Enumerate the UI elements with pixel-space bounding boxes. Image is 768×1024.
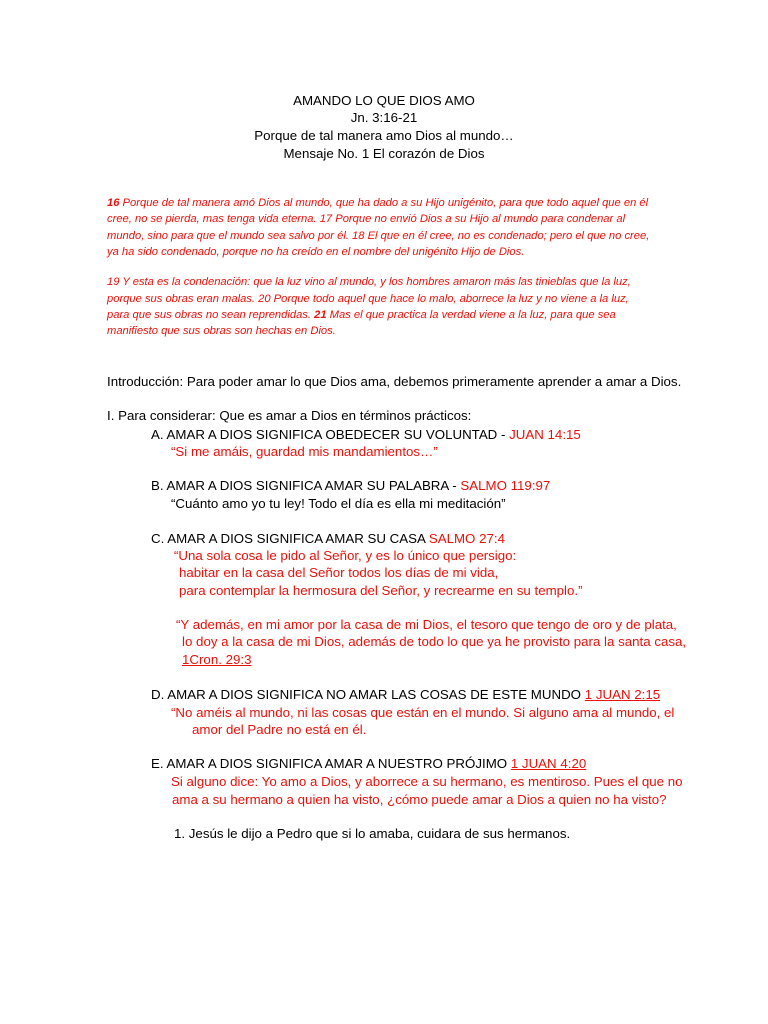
point-label: B. AMAR A DIOS SIGNIFICA AMAR SU PALABRA - [151, 478, 461, 493]
scripture-line: manifiesto que sus obras son hechas en Dios. [107, 325, 336, 337]
point-c-quote: “Una sola cosa le pido al Señor, y es lo único que persigo: [174, 548, 517, 563]
point-label: A. AMAR A DIOS SIGNIFICA OBEDECER SU VOLUNTAD - [151, 427, 510, 442]
scripture-line: ya ha sido condenado, porque no ha creído en el nombre del unigénito Hijo de Dios. [107, 246, 525, 258]
scripture-line: mundo, sino para que el mundo sea salvo por él. 18 El que en él cree, no es condenado; pero el que no cree, [107, 230, 650, 242]
point-label: C. AMAR A DIOS SIGNIFICA AMAR SU CASA [151, 531, 429, 546]
point-a-quote: “Si me amáis, guardad mis mandamientos…” [171, 444, 438, 459]
scripture-line: cree, no se pierda, mas tenga vida eterna. 17 Porque no envió Dios a su Hijo al mundo para condenar al [107, 213, 626, 225]
point-c-reference-link[interactable]: 1Cron. 29:3 [182, 652, 252, 667]
verse-number: 16 [107, 197, 120, 209]
point-label: D. AMAR A DIOS SIGNIFICA NO AMAR LAS COSAS DE ESTE MUNDO [151, 687, 585, 702]
point-reference: SALMO 119:97 [460, 478, 551, 493]
verse-text: Mas el que practica la verdad viene a la luz, para que sea [326, 309, 616, 321]
scripture-line [107, 195, 648, 212]
point-reference-link[interactable]: 1 JUAN 4:20 [510, 756, 587, 771]
point-d-quote: “No améis al mundo, ni las cosas que están en el mundo. Si alguno ama al mundo, el [171, 705, 675, 720]
point-e-quote: Si alguno dice: Yo amo a Dios, y aborrece a su hermano, es mentiroso. Pues el que no [171, 774, 683, 789]
verse-text: para que sus obras no sean reprendidas. [107, 309, 315, 321]
scripture-line [107, 307, 616, 324]
point-a-heading [151, 426, 581, 443]
point-e-heading [151, 755, 586, 772]
section-heading: I. Para considerar: Que es amar a Dios en términos prácticos: [107, 408, 472, 423]
point-e-quote: ama a su hermano a quien ha visto, ¿cómo puede amar a Dios a quien no ha visto? [172, 792, 667, 807]
point-label: E. AMAR A DIOS SIGNIFICA AMAR A NUESTRO PRÓJIMO [151, 756, 511, 771]
document-title: AMANDO LO QUE DIOS AMO [293, 93, 475, 108]
verse-text: Porque de tal manera amó Dios al mundo, que ha dado a su Hijo unigénito, para que todo aquel que en él [119, 197, 649, 209]
point-reference-link[interactable]: 1 JUAN 2:15 [584, 687, 661, 702]
scripture-reference: Jn. 3:16-21 [350, 110, 418, 125]
document-subtitle: Porque de tal manera amo Dios al mundo… [254, 128, 514, 143]
point-c-quote: habitar en la casa del Señor todos los días de mi vida, [179, 565, 499, 580]
point-d-quote: amor del Padre no está en él. [192, 722, 367, 737]
point-c-quote: lo doy a la casa de mi Dios, además de todo lo que ya he provisto para la santa casa, [182, 634, 687, 649]
point-b-quote: “Cuánto amo yo tu ley! Todo el día es ella mi meditación” [171, 496, 506, 511]
point-c-quote: “Y además, en mi amor por la casa de mi Dios, el tesoro que tengo de oro y de plata, [176, 617, 677, 632]
point-d-heading [151, 686, 660, 703]
scripture-line: 19 Y esta es la condenación: que la luz vino al mundo, y los hombres amaron más las tinieblas que la luz, [107, 276, 631, 288]
scripture-line: porque sus obras eran malas. 20 Porque todo aquel que hace lo malo, aborrece la luz y no viene a la luz, [107, 293, 629, 305]
point-c-quote: para contemplar la hermosura del Señor, y recrearme en su templo.” [179, 583, 583, 598]
point-b-heading [151, 477, 550, 494]
verse-number: 21 [314, 309, 327, 321]
point-c-heading [151, 530, 505, 547]
point-e-subpoint: 1. Jesús le dijo a Pedro que si lo amaba, cuidara de sus hermanos. [174, 826, 571, 841]
point-reference: JUAN 14:15 [509, 427, 581, 442]
introduction: Introducción: Para poder amar lo que Dios ama, debemos primeramente aprender a amar a Dios. [107, 374, 682, 389]
point-reference: SALMO 27:4 [428, 531, 505, 546]
message-title: Mensaje No. 1 El corazón de Dios [283, 146, 485, 161]
